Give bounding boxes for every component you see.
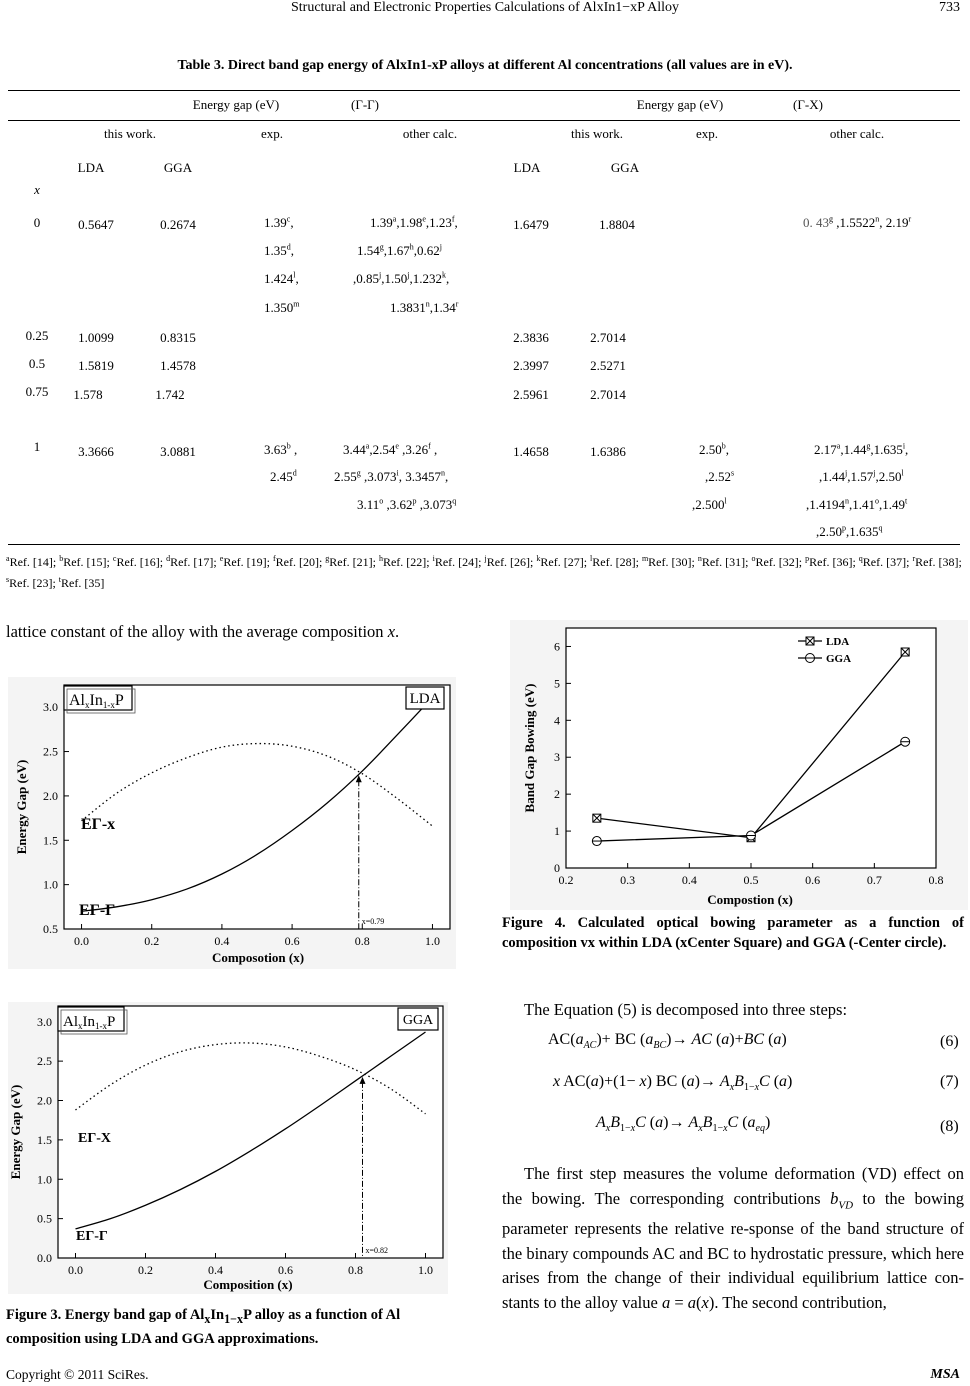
- y-tick-label: 3: [554, 750, 560, 765]
- method-lda: LDA: [77, 160, 105, 175]
- cell-lda-gg: 1.578: [73, 387, 103, 402]
- row-x: 0.75: [25, 384, 49, 399]
- other-gx-ref: ,1.44$^j$,1.57$^j$,2.50$^l$: [819, 468, 904, 484]
- sub-header-exp: exp.: [260, 126, 284, 141]
- x-tick-label: 1.0: [424, 934, 440, 948]
- y-tick-label: 0.0: [37, 1251, 52, 1265]
- table-bottom-rule: [8, 544, 960, 545]
- equation-8: $A_xB_{1-x}C$ $(a)\to A_xB_{1-x}C$ $(a_{eq})$: [596, 1114, 771, 1135]
- exp-gx-ref: ,2.52$^s$: [705, 468, 735, 484]
- x-header: x: [34, 182, 40, 197]
- y-tick-label: 2: [554, 787, 560, 802]
- y-tick-label: 0.5: [37, 1211, 52, 1226]
- x-axis-label: Composition (x): [203, 1277, 293, 1292]
- x-tick-label: 0.0: [74, 934, 90, 948]
- y-tick-label: 3.0: [37, 1014, 52, 1029]
- cell-gga-gg: 1.742: [155, 387, 185, 402]
- y-tick-label: 2.0: [37, 1093, 52, 1108]
- other-gx-ref: 2.17$^a$,1.44$^g$,1.635$^i$,: [814, 441, 909, 457]
- other-gx-ref: 0. 43$^g$ ,1.5522$^n$, 2.19$^r$: [803, 214, 912, 230]
- sub-header-exp-2: exp.: [695, 126, 719, 141]
- x-tick-label: 0.5: [743, 873, 759, 887]
- y-tick-label: 2.0: [43, 788, 58, 803]
- figure3-gga-chart: [8, 1002, 448, 1294]
- y-tick-label: 0.5: [43, 922, 58, 936]
- label-gx: EΓ-X: [78, 1131, 112, 1146]
- x-tick-label: 0.8: [348, 1263, 363, 1277]
- group-header-gx-sym: (Γ-X): [793, 97, 823, 112]
- cell-lda-gg: 0.5647: [78, 217, 114, 232]
- other-gg-ref: 1.54$^g$,1.67$^h$,0.62$^j$: [357, 242, 442, 258]
- sub-header-this-work: this work.: [104, 126, 156, 141]
- cell-gga-gg: 0.8315: [160, 330, 196, 345]
- group-header-gg: Energy gap (eV): [192, 97, 280, 112]
- crossing-label: x=0.82: [365, 1246, 389, 1255]
- exp-gx-ref: 2.50$^b$,: [699, 441, 729, 457]
- x-tick-label: 0.0: [68, 1263, 83, 1277]
- y-tick-label: 1.5: [37, 1132, 52, 1147]
- y-tick-label: 4: [554, 713, 560, 728]
- y-tick-label: 1.0: [43, 877, 58, 892]
- equation-intro: The Equation (5) is decomposed into three steps:: [524, 1000, 848, 1019]
- y-tick-label: 1.5: [43, 833, 58, 848]
- y-tick-label: 1.0: [37, 1172, 52, 1187]
- gga-point: [592, 837, 601, 846]
- cell-lda-gg: 3.3666: [78, 444, 114, 459]
- legend-lda: LDA: [826, 636, 850, 648]
- figure3-lda-chart: [8, 677, 456, 969]
- group-header-gg-sym: (Γ-Γ): [350, 97, 380, 112]
- x-tick-label: 0.4: [681, 873, 697, 887]
- x-axis-label: Composotion (x): [211, 950, 305, 965]
- figure4-caption: Figure 4. Calculated optical bowing parameter as a function of composition vx within LDA (xCenter Square) and GGA (-Center circle).: [502, 915, 964, 951]
- gga-point: [901, 737, 910, 746]
- equation-7: x AC(a)+(1− x) BC $(a)\to A_xB_{1-x}C$ (a): [553, 1073, 793, 1094]
- cell-lda-gx: 1.4658: [513, 444, 549, 459]
- cell-gga-gx: 2.5271: [590, 358, 626, 373]
- lda-point: [593, 814, 601, 822]
- y-tick-label: 0: [554, 861, 560, 875]
- x-tick-label: 1.0: [418, 1263, 433, 1277]
- cell-gga-gg: 3.0881: [160, 444, 196, 459]
- exp-gg-ref: 2.45$^d$: [270, 468, 297, 484]
- exp-gg-ref: 1.424$^l$,: [264, 270, 299, 286]
- left-paragraph: lattice constant of the alloy with the average composition x.: [6, 622, 400, 641]
- row-x: 0: [33, 215, 41, 230]
- other-gg-ref: ,0.85$^j$,1.50$^j$,1.232$^k$,: [353, 270, 450, 286]
- other-gx-ref: ,2.50$^p$,1.635$^q$: [816, 523, 883, 539]
- cell-lda-gx: 2.5961: [513, 387, 549, 402]
- eq-number: (6): [940, 1033, 959, 1050]
- x-tick-label: 0.3: [620, 873, 636, 887]
- panel-tag: $Al_xIn_{1-x}P$: [63, 1014, 116, 1031]
- y-axis-label: Energy Gap (eV): [8, 1084, 23, 1180]
- y-tick-label: 2.5: [43, 744, 58, 759]
- cell-gga-gg: 1.4578: [160, 358, 196, 373]
- legend-gga: GGA: [826, 653, 852, 665]
- body-paragraph: The first step measures the volume deformation (VD) effect on the bowing. The corresponding contributions $b_{VD}$ to the bowing parameter represents the relative re-sponse of the band structure of the binary compounds AC and BC to hydrostatic pressure, which here arises from the change of their individual equilibrium lattice con-stants to the alloy value a = a(x). The second contribution,: [502, 1164, 964, 1312]
- other-gx-ref: ,1.4194$^n$,1.41$^o$,1.49$^t$: [806, 496, 908, 512]
- exp-gg-ref: 1.35$^d$,: [264, 242, 294, 258]
- page-number: 733: [939, 0, 960, 15]
- cell-gga-gx: 1.6386: [590, 444, 626, 459]
- cell-lda-gx: 2.3997: [513, 358, 549, 373]
- cell-gga-gx: 2.7014: [590, 330, 626, 345]
- panel-tag: AlxIn1-xP: [69, 692, 124, 710]
- lda-point: [901, 648, 909, 656]
- gga-point: [747, 831, 756, 840]
- cell-gga-gg: 0.2674: [160, 217, 196, 232]
- cell-gga-gx: 1.8804: [599, 217, 635, 232]
- table-mid-rule: [8, 120, 960, 121]
- row-x: 1: [33, 439, 41, 454]
- exp-gg-ref: 1.350$^m$: [264, 299, 300, 315]
- running-title: Structural and Electronic Properties Calculations of AlxIn1−xP Alloy: [290, 0, 680, 15]
- y-tick-label: 2.5: [37, 1054, 52, 1069]
- label-gg: EΓ-Γ: [76, 1229, 108, 1244]
- x-axis-label: Compostion (x): [707, 892, 793, 907]
- cell-lda-gg: 1.5819: [78, 358, 114, 373]
- cell-lda-gg: 1.0099: [78, 330, 114, 345]
- equation-6: $AC(a_{AC})+$ BC $(a_{BC})\to$ AC (a)+BC (a): [548, 1031, 787, 1052]
- other-gg-ref: 1.39$^a$,1.98e,1.23$^f$,: [370, 214, 458, 230]
- x-tick-label: 0.8: [928, 873, 944, 887]
- x-tick-label: 0.2: [558, 873, 574, 887]
- y-axis-label: Band Gap Bowing (eV): [522, 683, 537, 813]
- x-tick-label: 0.6: [278, 1263, 293, 1277]
- cell-lda-gx: 2.3836: [513, 330, 549, 345]
- method-gga-2: GGA: [610, 160, 640, 175]
- exp-gg-ref: 3.63$^b$ ,: [264, 441, 298, 457]
- other-gg-ref: 3.11$^o$ ,3.62$^p$ ,3.073$^q$: [357, 496, 457, 512]
- label-gx: EΓ-x: [81, 816, 116, 833]
- copyright: Copyright © 2011 SciRes.: [6, 1367, 149, 1382]
- eq-number: (8): [940, 1118, 959, 1135]
- table-caption: Table 3. Direct band gap energy of AlxIn1-xP alloys at different Al concentrations (all values are in eV).: [177, 58, 793, 73]
- y-tick-label: 3.0: [43, 700, 58, 715]
- label-gg: EΓ-Γ: [79, 902, 116, 919]
- eq-number: (7): [940, 1073, 959, 1090]
- sub-header-other: other calc.: [402, 126, 458, 141]
- method-gga: GGA: [163, 160, 193, 175]
- y-tick-label: 1: [554, 824, 560, 839]
- crossing-label: x=0.79: [361, 917, 385, 926]
- x-tick-label: 0.6: [284, 934, 300, 948]
- running-header: [0, 0, 970, 22]
- cell-gga-gx: 2.7014: [590, 387, 626, 402]
- row-x: 0.5: [28, 356, 46, 371]
- x-tick-label: 0.2: [138, 1263, 153, 1277]
- method-lda-2: LDA: [513, 160, 541, 175]
- figure4-bowing-chart: [510, 620, 968, 910]
- x-tick-label: 0.7: [866, 873, 882, 887]
- table-footnote: $^a$Ref. [14]; $^b$Ref. [15]; $^c$Ref. [16]; $^d$Ref. [17]; $^e$Ref. [19]; $^f$Ref. [20]; $^g$Ref. [21]; $^h$Ref. [22]; $^i$Ref. [24]; $^j$Ref. [26]; $^k$Ref. [27]; $^l$Ref. [28]; $^m$Ref. [30]; $^n$Ref. [31]; $^o$Ref. [32]; $^p$Ref. [36]; $^q$Ref. [37]; $^r$Ref. [38]; $^s$Ref. [23]; $^t$Ref. [35]: [6, 554, 962, 590]
- x-tick-label: 0.6: [805, 873, 821, 887]
- method-label: GGA: [402, 1013, 434, 1028]
- x-tick-label: 0.4: [208, 1263, 223, 1277]
- sub-header-other-2: other calc.: [829, 126, 885, 141]
- row-x: 0.25: [25, 328, 49, 343]
- exp-gg-ref: 1.39$^c$,: [264, 214, 294, 230]
- group-header-gx: Energy gap (eV): [636, 97, 724, 112]
- other-gg-ref: 3.44$^a$,2.54e ,3.26$^f$ ,: [343, 441, 438, 457]
- x-tick-label: 0.8: [354, 934, 370, 948]
- y-tick-label: 6: [554, 639, 560, 654]
- sub-header-this-work-2: this work.: [571, 126, 623, 141]
- figure3-caption: Figure 3. Energy band gap of $Al_xIn_{1-x}P$ alloy as a function of Al composition using LDA and GGA approximations.: [6, 1307, 401, 1347]
- table-top-rule: [8, 90, 960, 91]
- journal-name: MSA: [930, 1367, 960, 1382]
- y-axis-label: Energy Gap (eV): [14, 759, 29, 855]
- exp-gx-ref: ,2.500$^l$: [692, 496, 727, 512]
- method-label: LDA: [409, 691, 441, 707]
- x-tick-label: 0.4: [214, 934, 230, 948]
- x-tick-label: 0.2: [144, 934, 160, 948]
- other-gg-ref: 2.55$^g$ ,3.073$^i$, 3.3457$^n$,: [334, 468, 449, 484]
- other-gg-ref: 1.3831$^n$,1.34$^r$: [390, 299, 459, 315]
- cell-lda-gx: 1.6479: [513, 217, 549, 232]
- y-tick-label: 5: [554, 676, 560, 691]
